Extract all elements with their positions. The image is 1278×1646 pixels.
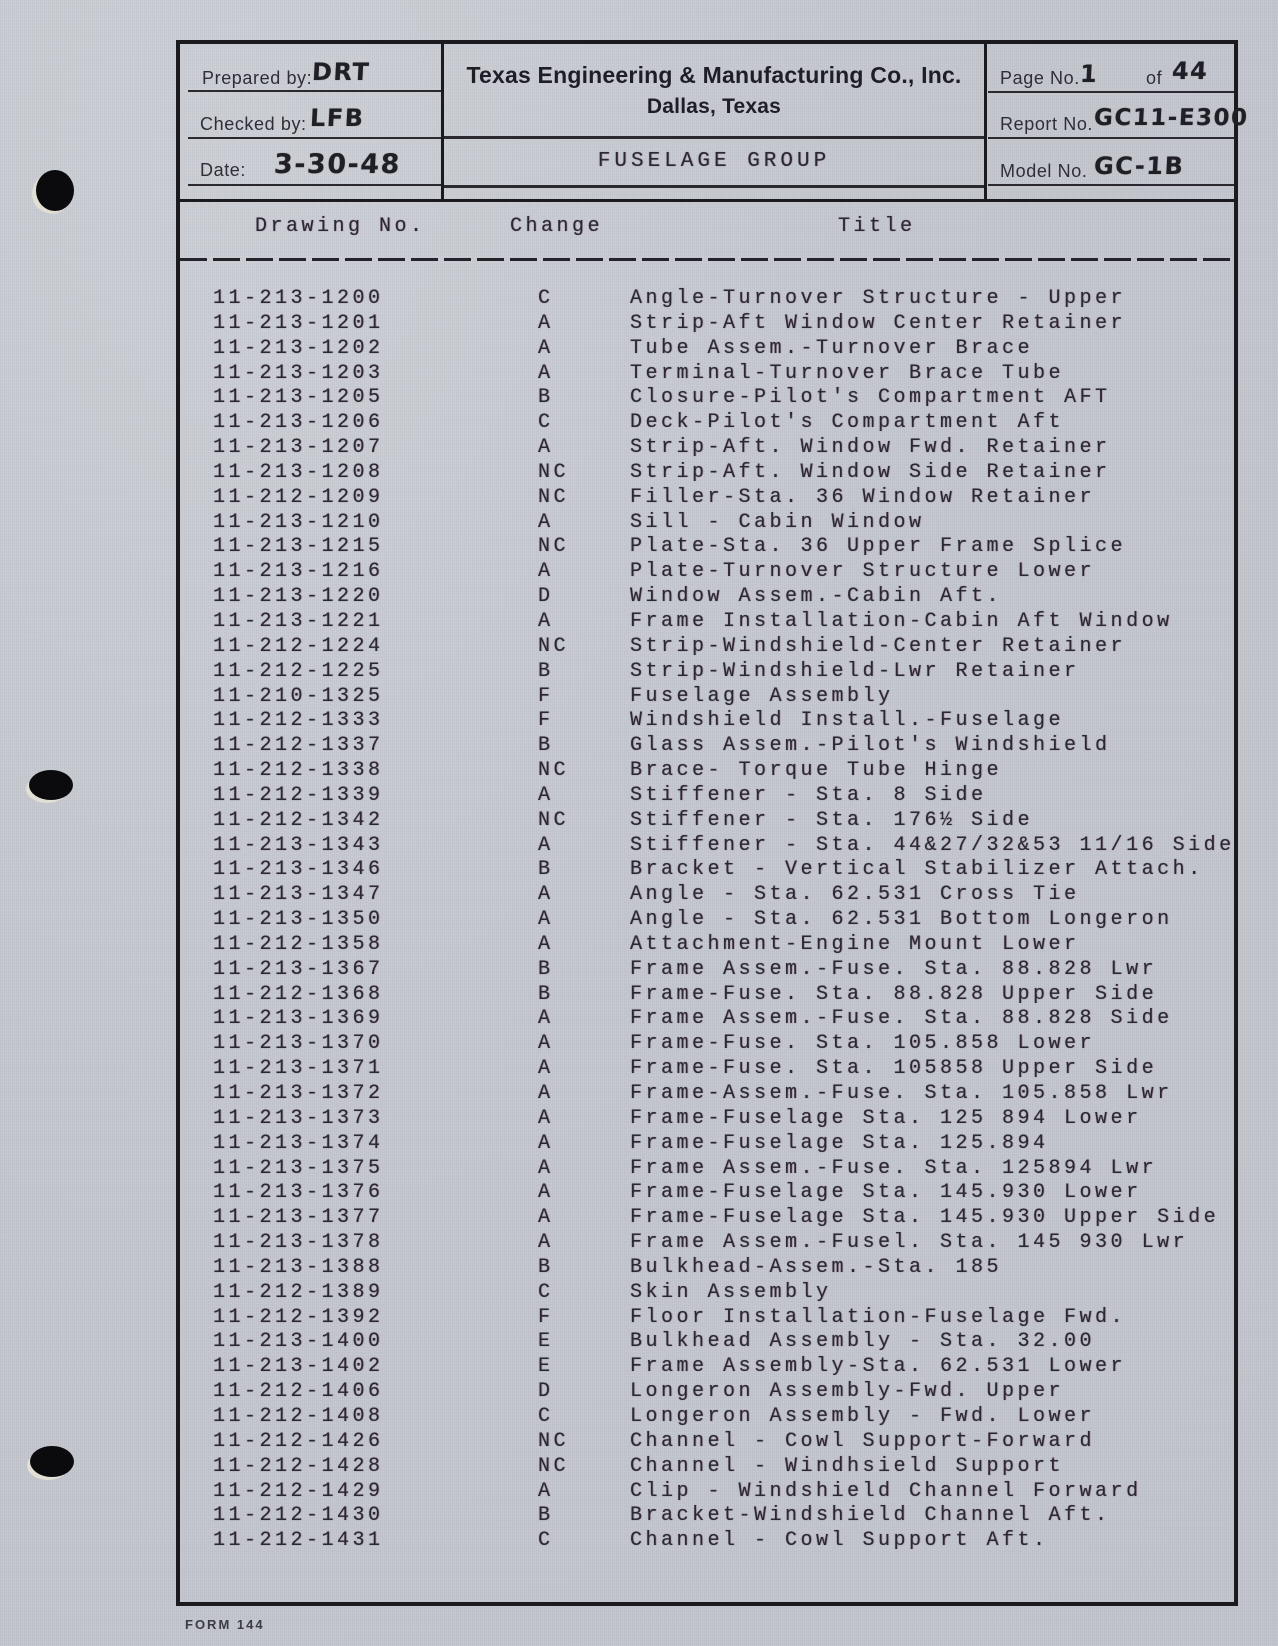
drawing-no-cell: 11-213-1388 — [213, 1255, 384, 1279]
column-header-title: Title — [838, 215, 916, 238]
table-row — [176, 1504, 1278, 1529]
title-cell: Glass Assem.-Pilot's Windshield — [630, 734, 1111, 758]
drawing-no-cell: 11-213-1375 — [213, 1156, 384, 1180]
page-of-label: of — [1146, 68, 1163, 88]
checked-by-value: LFB — [309, 104, 366, 132]
drawing-no-cell: 11-213-1215 — [213, 535, 384, 559]
change-cell: A — [538, 783, 554, 807]
page-no-value: 1 — [1079, 60, 1099, 88]
table-row — [176, 1380, 1278, 1405]
table-row — [176, 958, 1278, 983]
table-row — [176, 1107, 1278, 1132]
table-row — [176, 560, 1278, 585]
drawing-list — [176, 287, 1278, 1554]
page-total-value: 44 — [1171, 57, 1210, 85]
table-row — [176, 1306, 1278, 1331]
change-cell: A — [538, 833, 554, 857]
change-cell: A — [538, 1479, 554, 1503]
title-cell: Frame-Fuselage Sta. 145.930 Upper Side — [630, 1206, 1220, 1230]
change-cell: A — [538, 510, 554, 534]
drawing-no-cell: 11-213-1201 — [213, 311, 384, 335]
drawing-no-cell: 11-213-1216 — [213, 560, 384, 584]
change-cell: NC — [538, 485, 570, 509]
drawing-no-cell: 11-213-1369 — [213, 1007, 384, 1031]
change-cell: F — [538, 709, 554, 733]
title-cell: Stiffener - Sta. 8 Side — [630, 783, 987, 807]
title-cell: Frame Assem.-Fuse. Sta. 125894 Lwr — [630, 1156, 1158, 1180]
drawing-no-cell: 11-212-1224 — [213, 634, 384, 658]
change-cell: B — [538, 858, 554, 882]
table-row — [176, 1355, 1278, 1380]
drawing-no-cell: 11-212-1368 — [213, 982, 384, 1006]
change-cell: NC — [538, 1454, 570, 1478]
change-cell: B — [538, 659, 554, 683]
change-cell: A — [538, 1156, 554, 1180]
table-row — [176, 660, 1278, 685]
prepared-by-label: Prepared by: — [202, 68, 313, 88]
title-cell: Stiffener - Sta. 44&27/32&53 11/16 Side — [630, 833, 1235, 857]
drawing-no-cell: 11-213-1200 — [213, 287, 384, 310]
change-cell: A — [538, 609, 554, 633]
change-cell: NC — [538, 535, 570, 559]
title-cell: Frame-Fuselage Sta. 145.930 Lower — [630, 1181, 1142, 1205]
drawing-no-cell: 11-213-1402 — [213, 1355, 384, 1379]
drawing-no-cell: 11-212-1342 — [213, 808, 384, 832]
title-cell: Bracket-Windshield Channel Aft. — [630, 1504, 1111, 1528]
table-row — [176, 362, 1278, 387]
table-row — [176, 585, 1278, 610]
drawing-no-cell: 11-213-1221 — [213, 609, 384, 633]
drawing-no-cell: 11-213-1205 — [213, 386, 384, 410]
title-cell: Frame Installation-Cabin Aft Window — [630, 609, 1173, 633]
drawing-no-cell: 11-213-1372 — [213, 1082, 384, 1105]
title-cell: Angle - Sta. 62.531 Bottom Longeron — [630, 908, 1173, 932]
drawing-no-cell: 11-212-1430 — [213, 1504, 384, 1528]
model-no-label: Model No. — [1000, 161, 1088, 181]
table-row — [176, 1057, 1278, 1082]
table-row — [176, 1032, 1278, 1057]
drawing-no-cell: 11-213-1347 — [213, 883, 384, 907]
title-cell: Frame Assem.-Fuse. Sta. 88.828 Side — [630, 1007, 1173, 1031]
group-title-underline — [444, 185, 984, 188]
drawing-no-cell: 11-212-1392 — [213, 1305, 384, 1329]
prepared-by-underline — [188, 90, 441, 92]
change-cell: B — [538, 982, 554, 1006]
title-cell: Angle - Sta. 62.531 Cross Tie — [630, 883, 1080, 907]
drawing-no-cell: 11-212-1333 — [213, 709, 384, 733]
change-cell: A — [538, 311, 554, 335]
table-row — [176, 436, 1278, 461]
table-row — [176, 1082, 1278, 1107]
title-cell: Frame-Fuselage Sta. 125 894 Lower — [630, 1106, 1142, 1130]
drawing-no-cell: 11-212-1337 — [213, 734, 384, 758]
drawing-no-cell: 11-213-1373 — [213, 1106, 384, 1130]
title-cell: Frame Assembly-Sta. 62.531 Lower — [630, 1355, 1127, 1379]
table-row — [176, 784, 1278, 809]
change-cell: A — [538, 1106, 554, 1130]
drawing-no-cell: 11-212-1429 — [213, 1479, 384, 1503]
title-cell: Strip-Windshield-Center Retainer — [630, 634, 1127, 658]
company-underline — [444, 136, 984, 139]
change-cell: D — [538, 1380, 554, 1404]
table-row — [176, 1529, 1278, 1554]
title-cell: Frame Assem.-Fuse. Sta. 88.828 Lwr — [630, 957, 1158, 981]
table-row — [176, 1231, 1278, 1256]
change-cell: A — [538, 1057, 554, 1081]
change-cell: A — [538, 883, 554, 907]
drawing-no-cell: 11-213-1371 — [213, 1057, 384, 1081]
change-cell: A — [538, 1131, 554, 1155]
report-no-underline — [988, 137, 1234, 139]
header-divider-right — [984, 44, 987, 201]
change-cell: A — [538, 1082, 554, 1105]
header-bottom-rule — [180, 199, 1234, 202]
table-row — [176, 1455, 1278, 1480]
change-cell: A — [538, 1181, 554, 1205]
drawing-no-cell: 11-213-1220 — [213, 585, 384, 609]
drawing-no-cell: 11-212-1431 — [213, 1529, 384, 1553]
drawing-no-cell: 11-213-1370 — [213, 1032, 384, 1056]
title-cell: Bulkhead-Assem.-Sta. 185 — [630, 1255, 1003, 1279]
change-cell: C — [538, 1280, 554, 1304]
table-row — [176, 287, 1278, 312]
change-cell: A — [538, 361, 554, 385]
change-cell: A — [538, 1032, 554, 1056]
change-cell: NC — [538, 460, 570, 484]
table-row — [176, 386, 1278, 411]
checked-by-label: Checked by: — [200, 114, 307, 134]
title-cell: Channel - Cowl Support Aft. — [630, 1529, 1049, 1553]
title-cell: Clip - Windshield Channel Forward — [630, 1479, 1142, 1503]
table-row — [176, 809, 1278, 834]
title-cell: Bracket - Vertical Stabilizer Attach. — [630, 858, 1204, 882]
title-cell: Terminal-Turnover Brace Tube — [630, 361, 1065, 385]
table-row — [176, 511, 1278, 536]
change-cell: A — [538, 908, 554, 932]
drawing-no-cell: 11-212-1358 — [213, 932, 384, 956]
drawing-no-cell: 11-213-1210 — [213, 510, 384, 534]
change-cell: E — [538, 1330, 554, 1354]
table-row — [176, 1157, 1278, 1182]
title-cell: Window Assem.-Cabin Aft. — [630, 585, 1003, 609]
change-cell: F — [538, 684, 554, 708]
drawing-no-cell: 11-213-1378 — [213, 1231, 384, 1255]
title-cell: Longeron Assembly - Fwd. Lower — [630, 1404, 1096, 1428]
drawing-no-cell: 11-212-1225 — [213, 659, 384, 683]
change-cell: A — [538, 336, 554, 360]
title-cell: Closure-Pilot's Compartment AFT — [630, 386, 1111, 410]
change-cell: B — [538, 1504, 554, 1528]
title-cell: Strip-Aft. Window Fwd. Retainer — [630, 436, 1111, 460]
model-no-value: GC-1B — [1093, 152, 1186, 180]
prepared-by-value: DRT — [311, 58, 371, 86]
form-number: FORM 144 — [185, 1617, 265, 1632]
column-header-separator — [180, 258, 1234, 261]
title-cell: Floor Installation-Fuselage Fwd. — [630, 1305, 1127, 1329]
change-cell: A — [538, 932, 554, 956]
table-row — [176, 908, 1278, 933]
change-cell: A — [538, 1231, 554, 1255]
table-row — [176, 1132, 1278, 1157]
change-cell: NC — [538, 634, 570, 658]
change-cell: NC — [538, 1429, 570, 1453]
table-row — [176, 461, 1278, 486]
title-cell: Strip-Windshield-Lwr Retainer — [630, 659, 1080, 683]
title-cell: Filler-Sta. 36 Window Retainer — [630, 485, 1096, 509]
title-cell: Frame-Assem.-Fuse. Sta. 105.858 Lwr — [630, 1082, 1173, 1105]
drawing-no-cell: 11-213-1377 — [213, 1206, 384, 1230]
title-cell: Frame-Fuselage Sta. 125.894 — [630, 1131, 1049, 1155]
drawing-no-cell: 11-213-1374 — [213, 1131, 384, 1155]
column-header-drawing-no: Drawing No. — [255, 215, 426, 238]
title-cell: Tube Assem.-Turnover Brace — [630, 336, 1034, 360]
drawing-no-cell: 11-213-1343 — [213, 833, 384, 857]
title-cell: Frame-Fuse. Sta. 88.828 Upper Side — [630, 982, 1158, 1006]
table-row — [176, 933, 1278, 958]
table-row — [176, 834, 1278, 859]
drawing-no-cell: 11-212-1406 — [213, 1380, 384, 1404]
drawing-no-cell: 11-213-1400 — [213, 1330, 384, 1354]
table-row — [176, 759, 1278, 784]
drawing-no-cell: 11-212-1426 — [213, 1429, 384, 1453]
change-cell: A — [538, 1007, 554, 1031]
drawing-no-cell: 11-213-1350 — [213, 908, 384, 932]
drawing-no-cell: 11-213-1367 — [213, 957, 384, 981]
company-name: Texas Engineering & Manufacturing Co., Inc. — [466, 62, 962, 88]
date-underline — [188, 184, 441, 186]
table-row — [176, 1430, 1278, 1455]
title-cell: Frame-Fuse. Sta. 105.858 Lower — [630, 1032, 1096, 1056]
change-cell: C — [538, 1404, 554, 1428]
title-cell: Frame-Fuse. Sta. 105858 Upper Side — [630, 1057, 1158, 1081]
table-row — [176, 610, 1278, 635]
change-cell: B — [538, 957, 554, 981]
change-cell: A — [538, 1206, 554, 1230]
change-cell: NC — [538, 808, 570, 832]
title-cell: Sill - Cabin Window — [630, 510, 925, 534]
table-row — [176, 1330, 1278, 1355]
company-city: Dallas, Texas — [646, 95, 782, 118]
change-cell: E — [538, 1355, 554, 1379]
date-value: 3-30-48 — [273, 149, 402, 180]
date-label: Date: — [200, 160, 247, 180]
title-cell: Strip-Aft. Window Side Retainer — [630, 460, 1111, 484]
table-row — [176, 685, 1278, 710]
table-row — [176, 1007, 1278, 1032]
title-cell: Longeron Assembly-Fwd. Upper — [630, 1380, 1065, 1404]
punch-hole-top — [36, 170, 74, 211]
drawing-no-cell: 11-213-1206 — [213, 411, 384, 435]
drawing-no-cell: 11-213-1376 — [213, 1181, 384, 1205]
page-no-label: Page No. — [1000, 68, 1080, 88]
change-cell: A — [538, 560, 554, 584]
table-row — [176, 312, 1278, 337]
drawing-no-cell: 11-212-1338 — [213, 759, 384, 783]
title-cell: Stiffener - Sta. 176½ Side — [630, 808, 1034, 832]
title-cell: Brace- Torque Tube Hinge — [630, 759, 1003, 783]
title-cell: Plate-Sta. 36 Upper Frame Splice — [630, 535, 1127, 559]
title-cell: Frame Assem.-Fusel. Sta. 145 930 Lwr — [630, 1231, 1189, 1255]
drawing-no-cell: 11-213-1346 — [213, 858, 384, 882]
change-cell: C — [538, 411, 554, 435]
table-row — [176, 734, 1278, 759]
punch-hole-middle — [29, 770, 73, 800]
drawing-no-cell: 11-212-1428 — [213, 1454, 384, 1478]
checked-by-underline — [188, 137, 441, 139]
table-row — [176, 1405, 1278, 1430]
punch-hole-bottom — [30, 1446, 74, 1477]
change-cell: C — [538, 287, 554, 310]
title-cell: Fuselage Assembly — [630, 684, 894, 708]
table-row — [176, 535, 1278, 560]
drawing-no-cell: 11-213-1207 — [213, 436, 384, 460]
drawing-no-cell: 11-213-1203 — [213, 361, 384, 385]
table-row — [176, 486, 1278, 511]
drawing-no-cell: 11-213-1202 — [213, 336, 384, 360]
title-cell: Deck-Pilot's Compartment Aft — [630, 411, 1065, 435]
title-cell: Channel - Cowl Support-Forward — [630, 1429, 1096, 1453]
title-cell: Angle-Turnover Structure - Upper — [630, 287, 1127, 310]
title-cell: Strip-Aft Window Center Retainer — [630, 311, 1127, 335]
change-cell: B — [538, 386, 554, 410]
table-row — [176, 1281, 1278, 1306]
title-cell: Windshield Install.-Fuselage — [630, 709, 1065, 733]
report-no-label: Report No. — [1000, 114, 1094, 134]
report-no-value: GC11-E300 — [1093, 105, 1250, 131]
column-header-change: Change — [510, 215, 604, 238]
table-row — [176, 858, 1278, 883]
drawing-no-cell: 11-212-1408 — [213, 1404, 384, 1428]
table-row — [176, 635, 1278, 660]
drawing-no-cell: 11-213-1208 — [213, 460, 384, 484]
table-row — [176, 983, 1278, 1008]
table-row — [176, 1206, 1278, 1231]
change-cell: A — [538, 436, 554, 460]
table-row — [176, 1181, 1278, 1206]
drawing-no-cell: 11-212-1209 — [213, 485, 384, 509]
change-cell: C — [538, 1529, 554, 1553]
title-cell: Bulkhead Assembly - Sta. 32.00 — [630, 1330, 1096, 1354]
drawing-no-cell: 11-212-1389 — [213, 1280, 384, 1304]
change-cell: F — [538, 1305, 554, 1329]
model-no-underline — [988, 184, 1234, 186]
change-cell: NC — [538, 759, 570, 783]
page-no-underline — [988, 91, 1234, 93]
drawing-no-cell: 11-212-1339 — [213, 783, 384, 807]
table-row — [176, 337, 1278, 362]
change-cell: B — [538, 1255, 554, 1279]
title-cell: Channel - Windhsield Support — [630, 1454, 1065, 1478]
table-row — [176, 709, 1278, 734]
change-cell: B — [538, 734, 554, 758]
table-row — [176, 1480, 1278, 1505]
title-cell: Attachment-Engine Mount Lower — [630, 932, 1080, 956]
drawing-no-cell: 11-210-1325 — [213, 684, 384, 708]
title-cell: Plate-Turnover Structure Lower — [630, 560, 1096, 584]
table-row — [176, 411, 1278, 436]
title-cell: Skin Assembly — [630, 1280, 832, 1304]
change-cell: D — [538, 585, 554, 609]
table-row — [176, 883, 1278, 908]
group-title: FUSELAGE GROUP — [597, 150, 831, 173]
table-row — [176, 1256, 1278, 1281]
